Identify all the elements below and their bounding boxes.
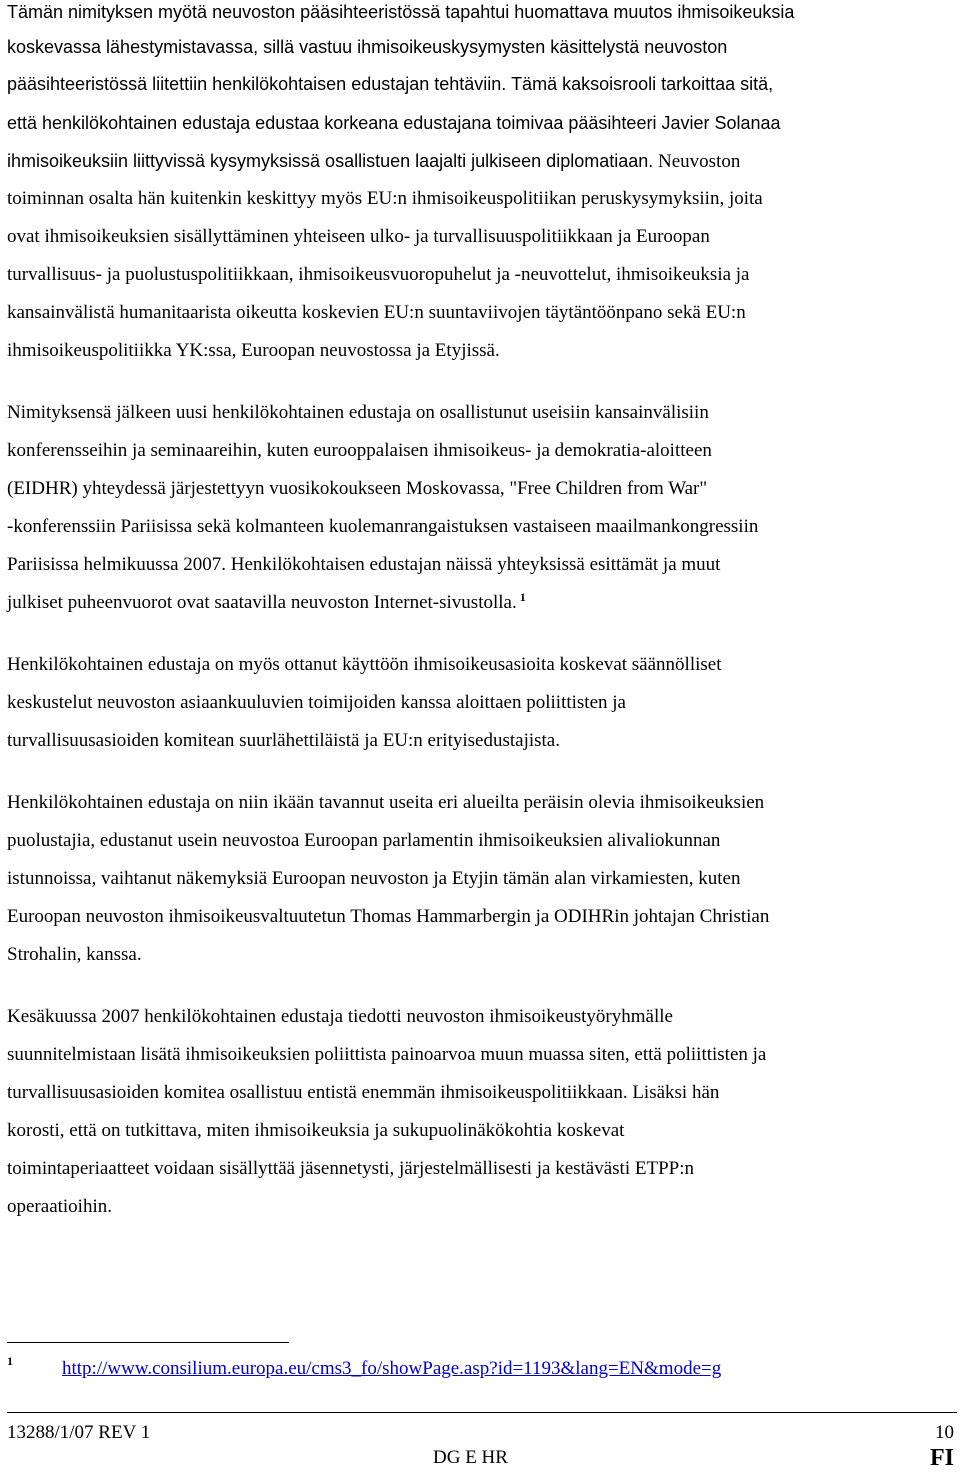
paragraph-4-line-3: istunnoissa, vaihtanut näkemyksiä Euroopan neuvoston ja Etyjin tämän alan virkamiesten, kuten <box>7 868 741 889</box>
paragraph-1-line-9: kansainvälistä humanitaarista oikeutta koskevien EU:n suuntaviivojen täytäntöönpano sekä EU:n <box>7 302 746 323</box>
paragraph-1-line-5 <box>7 149 740 174</box>
paragraph-1-line-6: toiminnan osalta hän kuitenkin keskittyy myös EU:n ihmisoikeuspolitiikan peruskysymyksiin, joita <box>7 188 763 209</box>
paragraph-1-line-5-b: Neuvoston <box>658 151 741 172</box>
paragraph-1-line-4: että henkilökohtainen edustaja edustaa korkeana edustajana toimivaa pääsihteeri Javier Solanaa <box>7 113 781 133</box>
page-number: 10 <box>935 1422 954 1443</box>
paragraph-4-line-1: Henkilökohtainen edustaja on niin ikään tavannut useita eri alueilta peräisin olevia ihmisoikeuksien <box>7 792 765 813</box>
paragraph-3-line-3: turvallisuusasioiden komitean suurlähettiläistä ja EU:n erityisedustajista. <box>7 730 560 751</box>
department-code: DG E HR <box>433 1447 508 1468</box>
paragraph-1-line-3 <box>7 72 773 97</box>
footer-separator <box>7 1412 957 1413</box>
paragraph-1-line-3-b: Tämä kaksoisrooli tarkoittaa sitä, <box>511 74 774 94</box>
footnote-reference[interactable]: 1 <box>519 589 526 604</box>
paragraph-1-line-7: ovat ihmisoikeuksien sisällyttäminen yhteiseen ulko- ja turvallisuuspolitiikkaan ja Euroopan <box>7 226 710 247</box>
language-code: FI <box>930 1445 954 1471</box>
paragraph-5-line-1: Kesäkuussa 2007 henkilökohtainen edustaja tiedotti neuvoston ihmisoikeustyöryhmälle <box>7 1006 673 1027</box>
paragraph-5-line-2: suunnitelmistaan lisätä ihmisoikeuksien poliittista painoarvoa muun muassa siten, että poliittisten ja <box>7 1044 767 1065</box>
paragraph-5-line-5: toimintaperiaatteet voidaan sisällyttää jäsennetysti, järjestelmällisesti ja kestävästi ETPP:n <box>7 1158 694 1179</box>
paragraph-4-line-2: puolustajia, edustanut usein neuvostoa Euroopan parlamentin ihmisoikeuksien alivaliokunnan <box>7 830 721 851</box>
paragraph-4-line-5: Strohalin, kanssa. <box>7 944 142 965</box>
paragraph-5-line-4: korosti, että on tutkittava, miten ihmisoikeuksia ja sukupuolinäkökohtia koskevat <box>7 1120 625 1141</box>
paragraph-1-line-8: turvallisuus- ja puolustuspolitiikkaan, ihmisoikeusvuoropuhelut ja -neuvottelut, ihmisoikeuksia ja <box>7 264 750 285</box>
footnote-link[interactable]: http://www.consilium.europa.eu/cms3_fo/showPage.asp?id=1193&lang=EN&mode=g <box>62 1358 722 1379</box>
paragraph-2-line-1: Nimityksensä jälkeen uusi henkilökohtainen edustaja on osallistunut useisiin kansainvälisiin <box>7 402 709 423</box>
paragraph-4-line-4: Euroopan neuvoston ihmisoikeusvaltuutetun Thomas Hammarbergin ja ODIHRin johtajan Christian <box>7 906 770 927</box>
paragraph-1-line-1: Tämän nimityksen myötä neuvoston pääsihteeristössä tapahtui huomattava muutos ihmisoikeuksia <box>7 2 795 22</box>
paragraph-5-line-3: turvallisuusasioiden komitea osallistuu entistä enemmän ihmisoikeuspolitiikkaan. Lisäksi hän <box>7 1082 720 1103</box>
paragraph-2-line-2: konferensseihin ja seminaareihin, kuten eurooppalaisen ihmisoikeus- ja demokratia-aloitteen <box>7 440 712 461</box>
paragraph-2-line-3: (EIDHR) yhteydessä järjestettyyn vuosikokoukseen Moskovassa, "Free Children from War" <box>7 478 708 499</box>
paragraph-2-line-5: Pariisissa helmikuussa 2007. Henkilökohtaisen edustajan näissä yhteyksissä esittämät ja muut <box>7 554 721 575</box>
paragraph-3-line-2: keskustelut neuvoston asiaankuuluvien toimijoiden kanssa aloittaen poliittisten ja <box>7 692 626 713</box>
footnote-number: 1 <box>7 1354 13 1368</box>
paragraph-1-line-3-a: pääsihteeristössä liitettiin henkilökohtaisen edustajan tehtäviin. <box>7 74 507 94</box>
footnote-separator <box>7 1342 289 1343</box>
paragraph-2-line-4: -konferenssiin Pariisissa sekä kolmanteen kuolemanrangaistuksen vastaiseen maailmankongressiin <box>7 516 759 537</box>
paragraph-5-line-6: operaatioihin. <box>7 1196 112 1217</box>
document-id: 13288/1/07 REV 1 <box>7 1422 151 1443</box>
paragraph-3-line-1: Henkilökohtainen edustaja on myös ottanut käyttöön ihmisoikeusasioita koskevat säännölliset <box>7 654 722 675</box>
paragraph-1-line-10: ihmisoikeuspolitiikka YK:ssa, Euroopan neuvostossa ja Etyjissä. <box>7 340 500 361</box>
paragraph-2-line-6-text: julkiset puheenvuorot ovat saatavilla neuvoston Internet-sivustolla. <box>7 592 517 613</box>
paragraph-2-line-6 <box>7 591 526 615</box>
paragraph-1-line-2: koskevassa lähestymistavassa, sillä vastuu ihmisoikeuskysymysten käsittelystä neuvoston <box>7 37 728 57</box>
paragraph-1-line-5-a: ihmisoikeuksiin liittyvissä kysymyksissä osallistuen laajalti julkiseen diplomatiaan. <box>7 151 654 171</box>
